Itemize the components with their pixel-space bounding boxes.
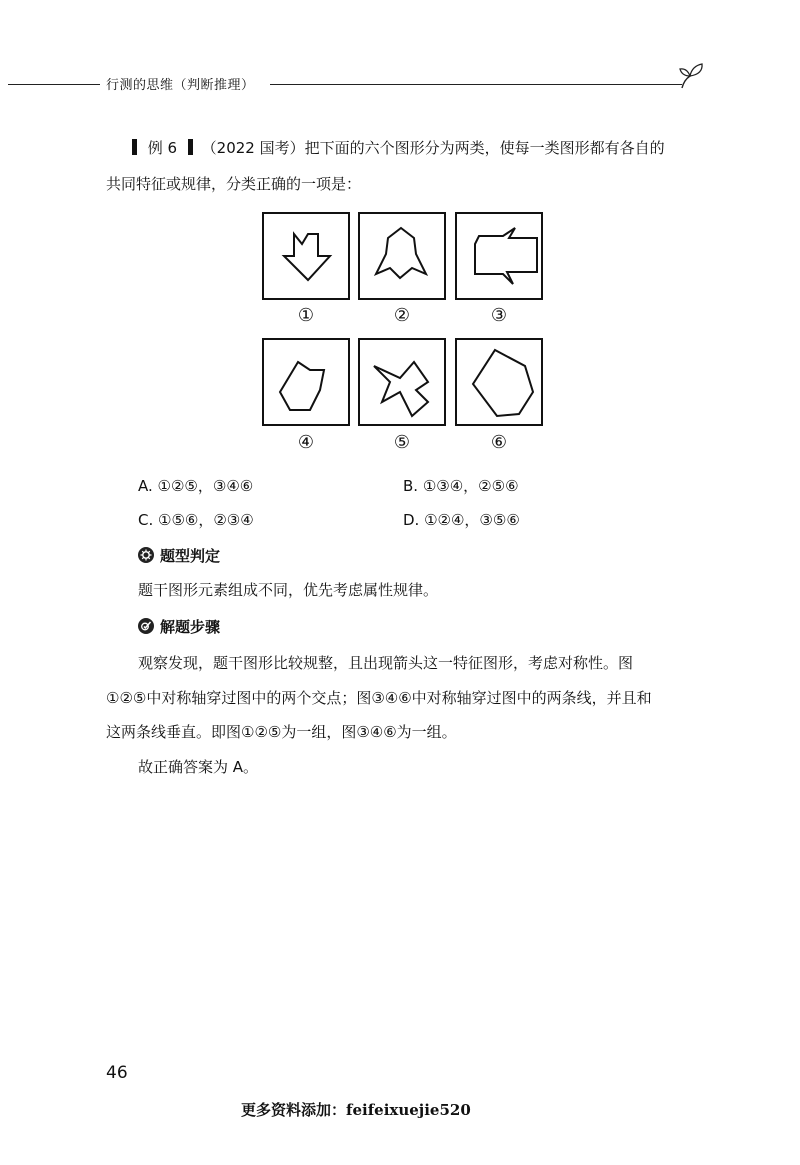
footer-contact: 更多资料添加：feifeixuejie520 [241, 1101, 471, 1119]
section-title-steps: 解题步骤 [160, 618, 221, 636]
answer-line: 故正确答案为 A。 [138, 758, 259, 776]
question-line-1 [132, 138, 665, 158]
figure-label-4: ④ [297, 432, 315, 453]
figure-label-5: ⑤ [393, 432, 411, 453]
option-c: C. ①⑤⑥，②③④ [138, 511, 254, 529]
figure-label-6: ⑥ [490, 432, 508, 453]
figure-box-4 [262, 338, 350, 426]
steps-line-3: 这两条线垂直。即图①②⑤为一组，图③④⑥为一组。 [106, 723, 457, 741]
polygon-shape [457, 340, 541, 424]
figure-box-6 [455, 338, 543, 426]
figure-label-2: ② [393, 305, 411, 326]
cut-pentagon-shape [264, 340, 348, 424]
page-number: 46 [106, 1063, 128, 1083]
section-title-type: 题型判定 [160, 547, 221, 565]
steps-line-2: ①②⑤中对称轴穿过图中的两个交点；图③④⑥中对称轴穿过图中的两条线，并且和 [106, 689, 652, 707]
header-title: 行测的思维（判断推理） [106, 78, 255, 93]
header-rule-left [8, 84, 100, 85]
tag-bar-left [132, 139, 137, 155]
header-rule-right [270, 84, 682, 85]
question-line-2: 共同特征或规律，分类正确的一项是： [106, 175, 362, 193]
figure-box-2 [358, 212, 446, 300]
section-type-text: 题干图形元素组成不同，优先考虑属性规律。 [138, 581, 439, 599]
figure-box-3 [455, 212, 543, 300]
sprout-icon [676, 58, 706, 90]
figure-box-1 [262, 212, 350, 300]
gear-icon [138, 547, 154, 563]
figure-label-1: ① [297, 305, 315, 326]
arrow-down-shape [264, 214, 348, 298]
steps-line-1: 观察发现，题干图形比较规整，且出现箭头这一特征图形，考虑对称性。图 [138, 654, 634, 672]
question-text-1: （2022 国考）把下面的六个图形分为两类，使每一类图形都有各自的 [201, 139, 665, 157]
check-icon [138, 618, 154, 634]
option-a: A. ①②⑤，③④⑥ [138, 477, 254, 495]
tag-bar-right [188, 139, 193, 155]
figure-box-5 [358, 338, 446, 426]
bow-tie-shape [360, 340, 444, 424]
bell-shape [360, 214, 444, 298]
cut-rectangle-shape [457, 214, 541, 298]
figure-label-3: ③ [490, 305, 508, 326]
option-b: B. ①③④，②⑤⑥ [403, 477, 519, 495]
example-tag: 例 6 [147, 139, 178, 157]
option-d: D. ①②④，③⑤⑥ [403, 511, 520, 529]
